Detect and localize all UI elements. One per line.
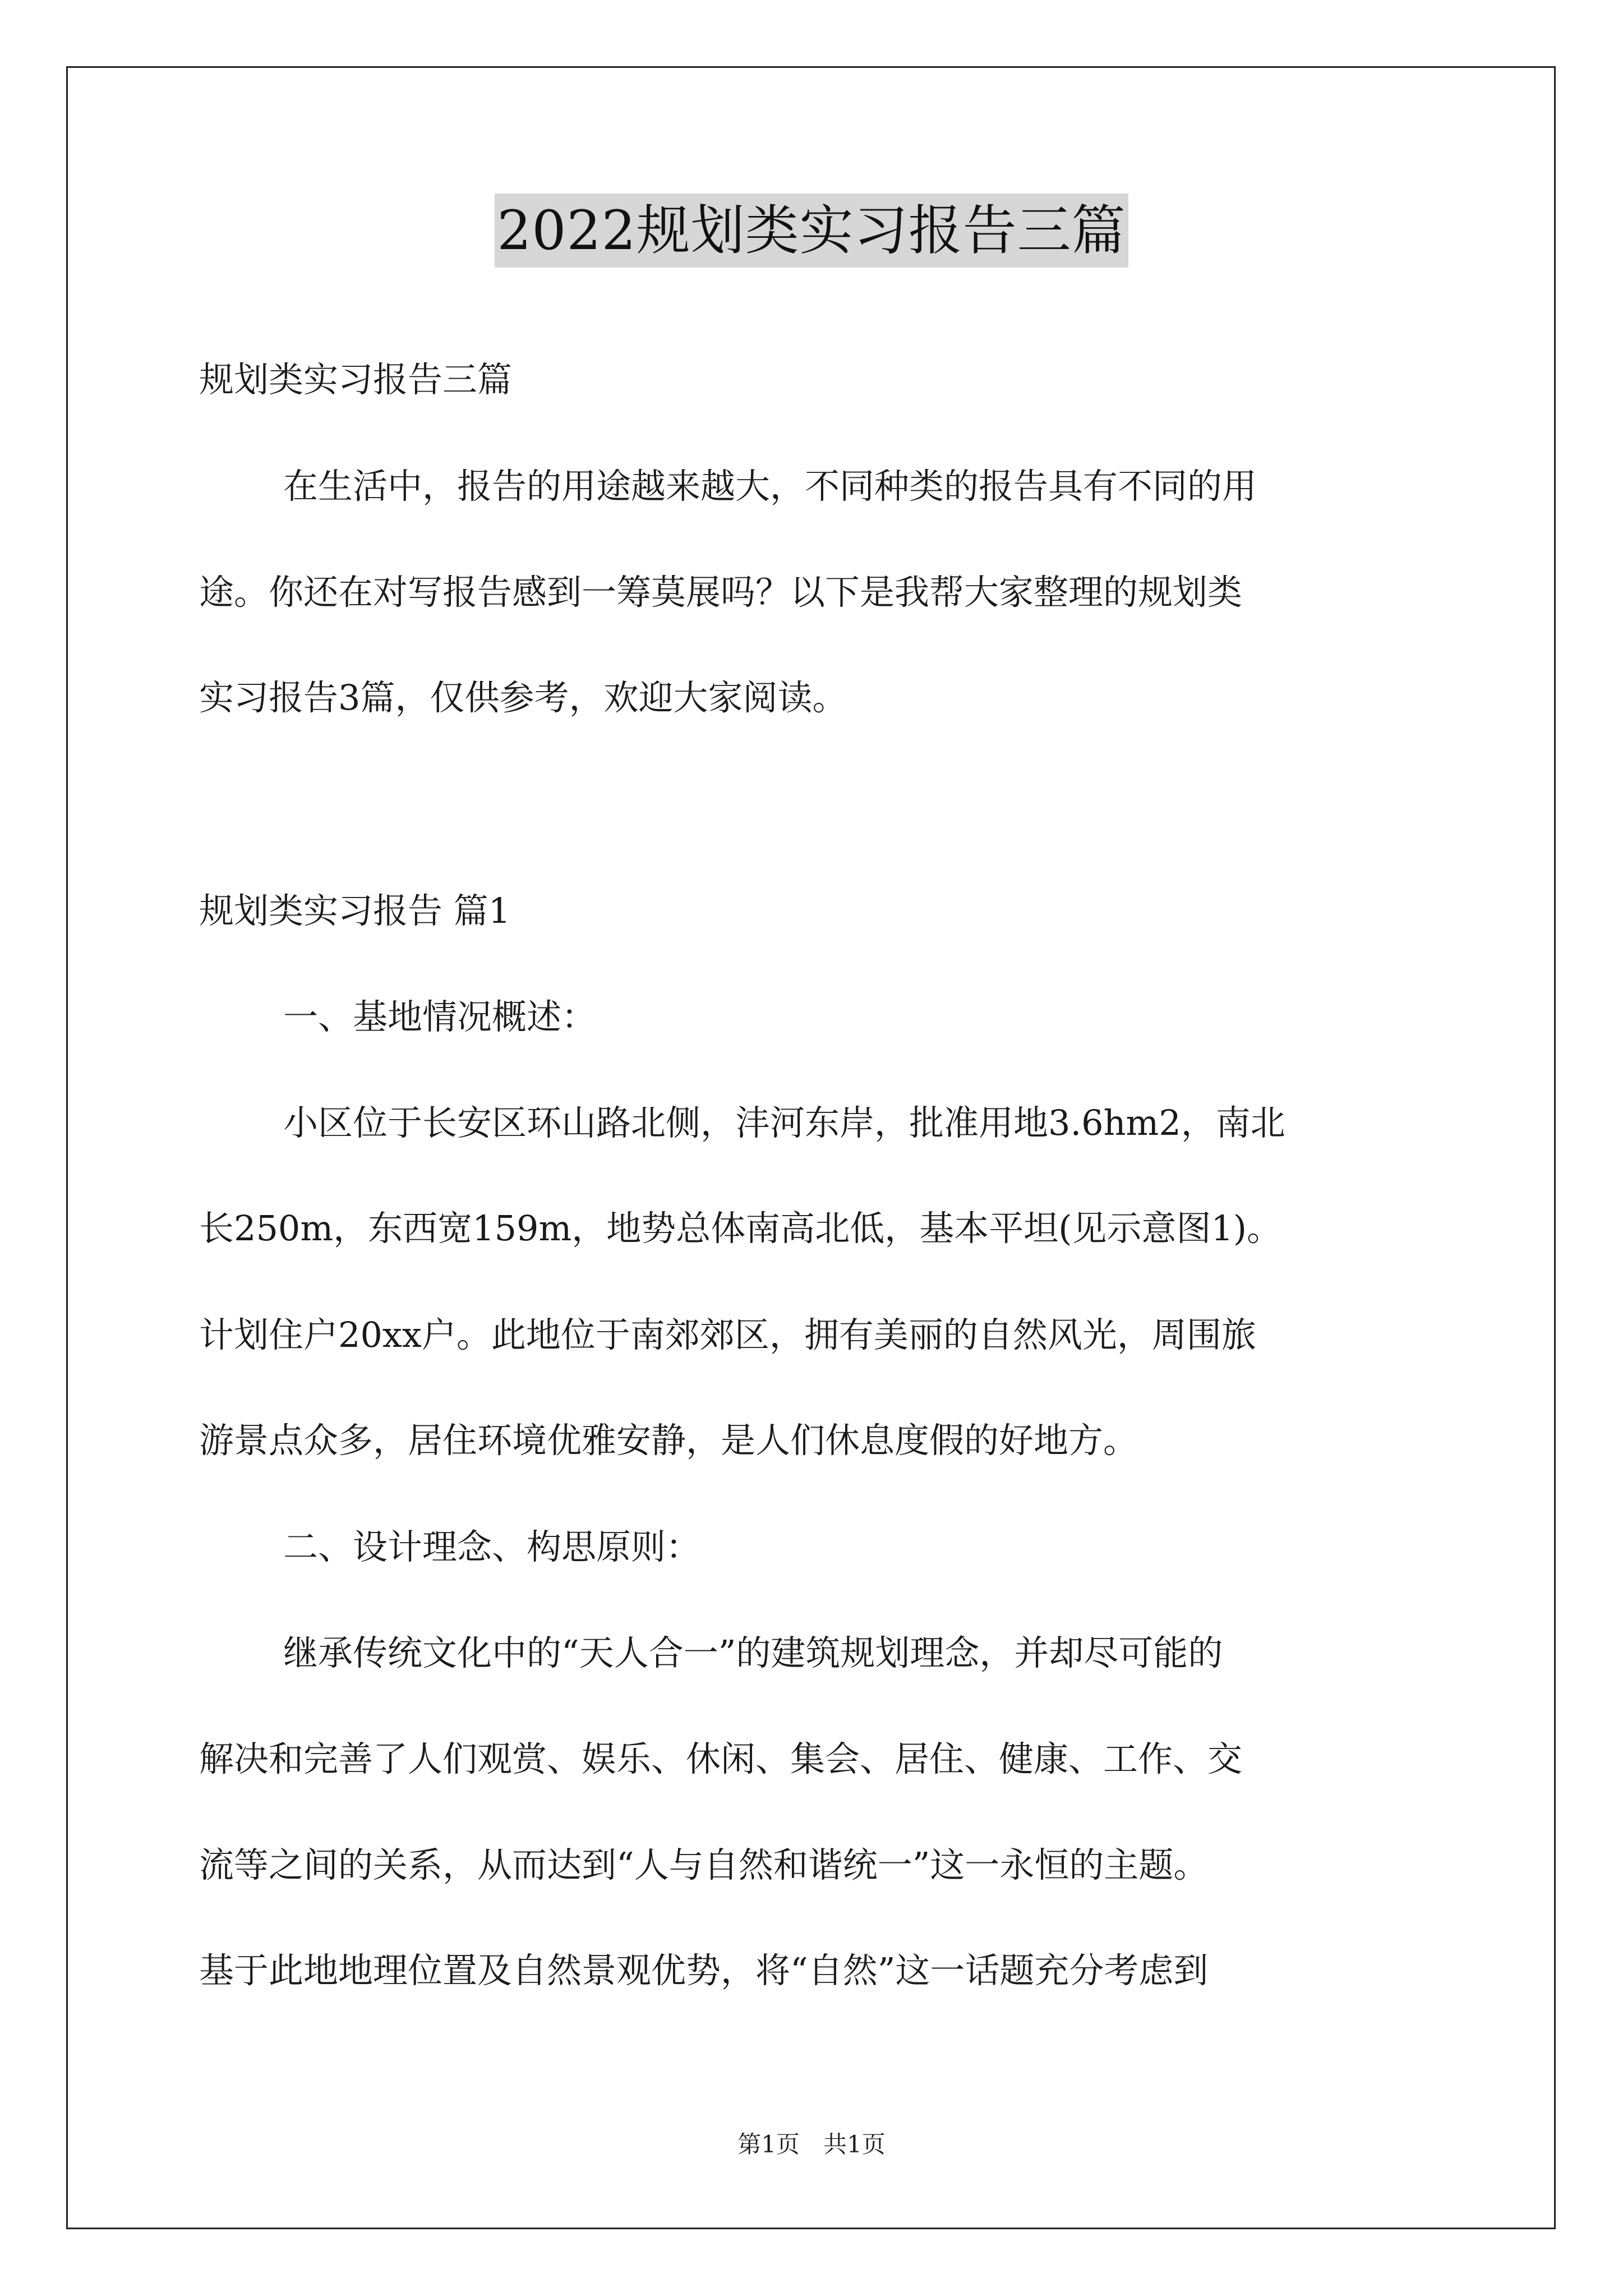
paragraph-line: 长250m，东西宽159m，地势总体南高北低，基本平坦(见示意图1)。 <box>199 1208 1282 1249</box>
paragraph-line: 流等之间的关系，从而达到“人与自然和谐统一”这一永恒的主题。 <box>199 1844 1209 1885</box>
document-title: 2022规划类实习报告三篇 <box>495 194 1128 268</box>
paragraph-line: 途。你还在对写报告感到一筹莫展吗？以下是我帮大家整理的规划类 <box>199 572 1243 613</box>
section-heading: 规划类实习报告 篇1 <box>199 890 511 931</box>
paragraph-line: 在生活中，报告的用途越来越大，不同种类的报告具有不同的用 <box>283 466 1257 507</box>
paragraph-line: 基于此地地理位置及自然景观优势，将“自然”这一话题充分考虑到 <box>199 1950 1209 1991</box>
subtitle-line: 规划类实习报告三篇 <box>199 359 513 400</box>
paragraph-line: 计划住户20xx户。此地位于南郊郊区，拥有美丽的自然风光，周围旅 <box>199 1314 1256 1355</box>
paragraph-line: 游景点众多，居住环境优雅安静，是人们休息度假的好地方。 <box>199 1420 1138 1461</box>
paragraph-line: 继承传统文化中的“天人合一”的建筑规划理念，并却尽可能的 <box>283 1632 1223 1673</box>
page-footer: 第1页 共1页 <box>737 2131 886 2158</box>
paragraph-line: 实习报告3篇，仅供参考，欢迎大家阅读。 <box>199 677 847 718</box>
title-container <box>0 194 1623 268</box>
subsection-heading: 二、设计理念、构思原则： <box>283 1526 701 1567</box>
paragraph-line: 小区位于长安区环山路北侧，沣河东岸，批准用地3.6hm2，南北 <box>283 1102 1285 1143</box>
subsection-heading: 一、基地情况概述： <box>283 996 597 1037</box>
paragraph-line: 解决和完善了人们观赏、娱乐、休闲、集会、居住、健康、工作、交 <box>199 1738 1243 1779</box>
